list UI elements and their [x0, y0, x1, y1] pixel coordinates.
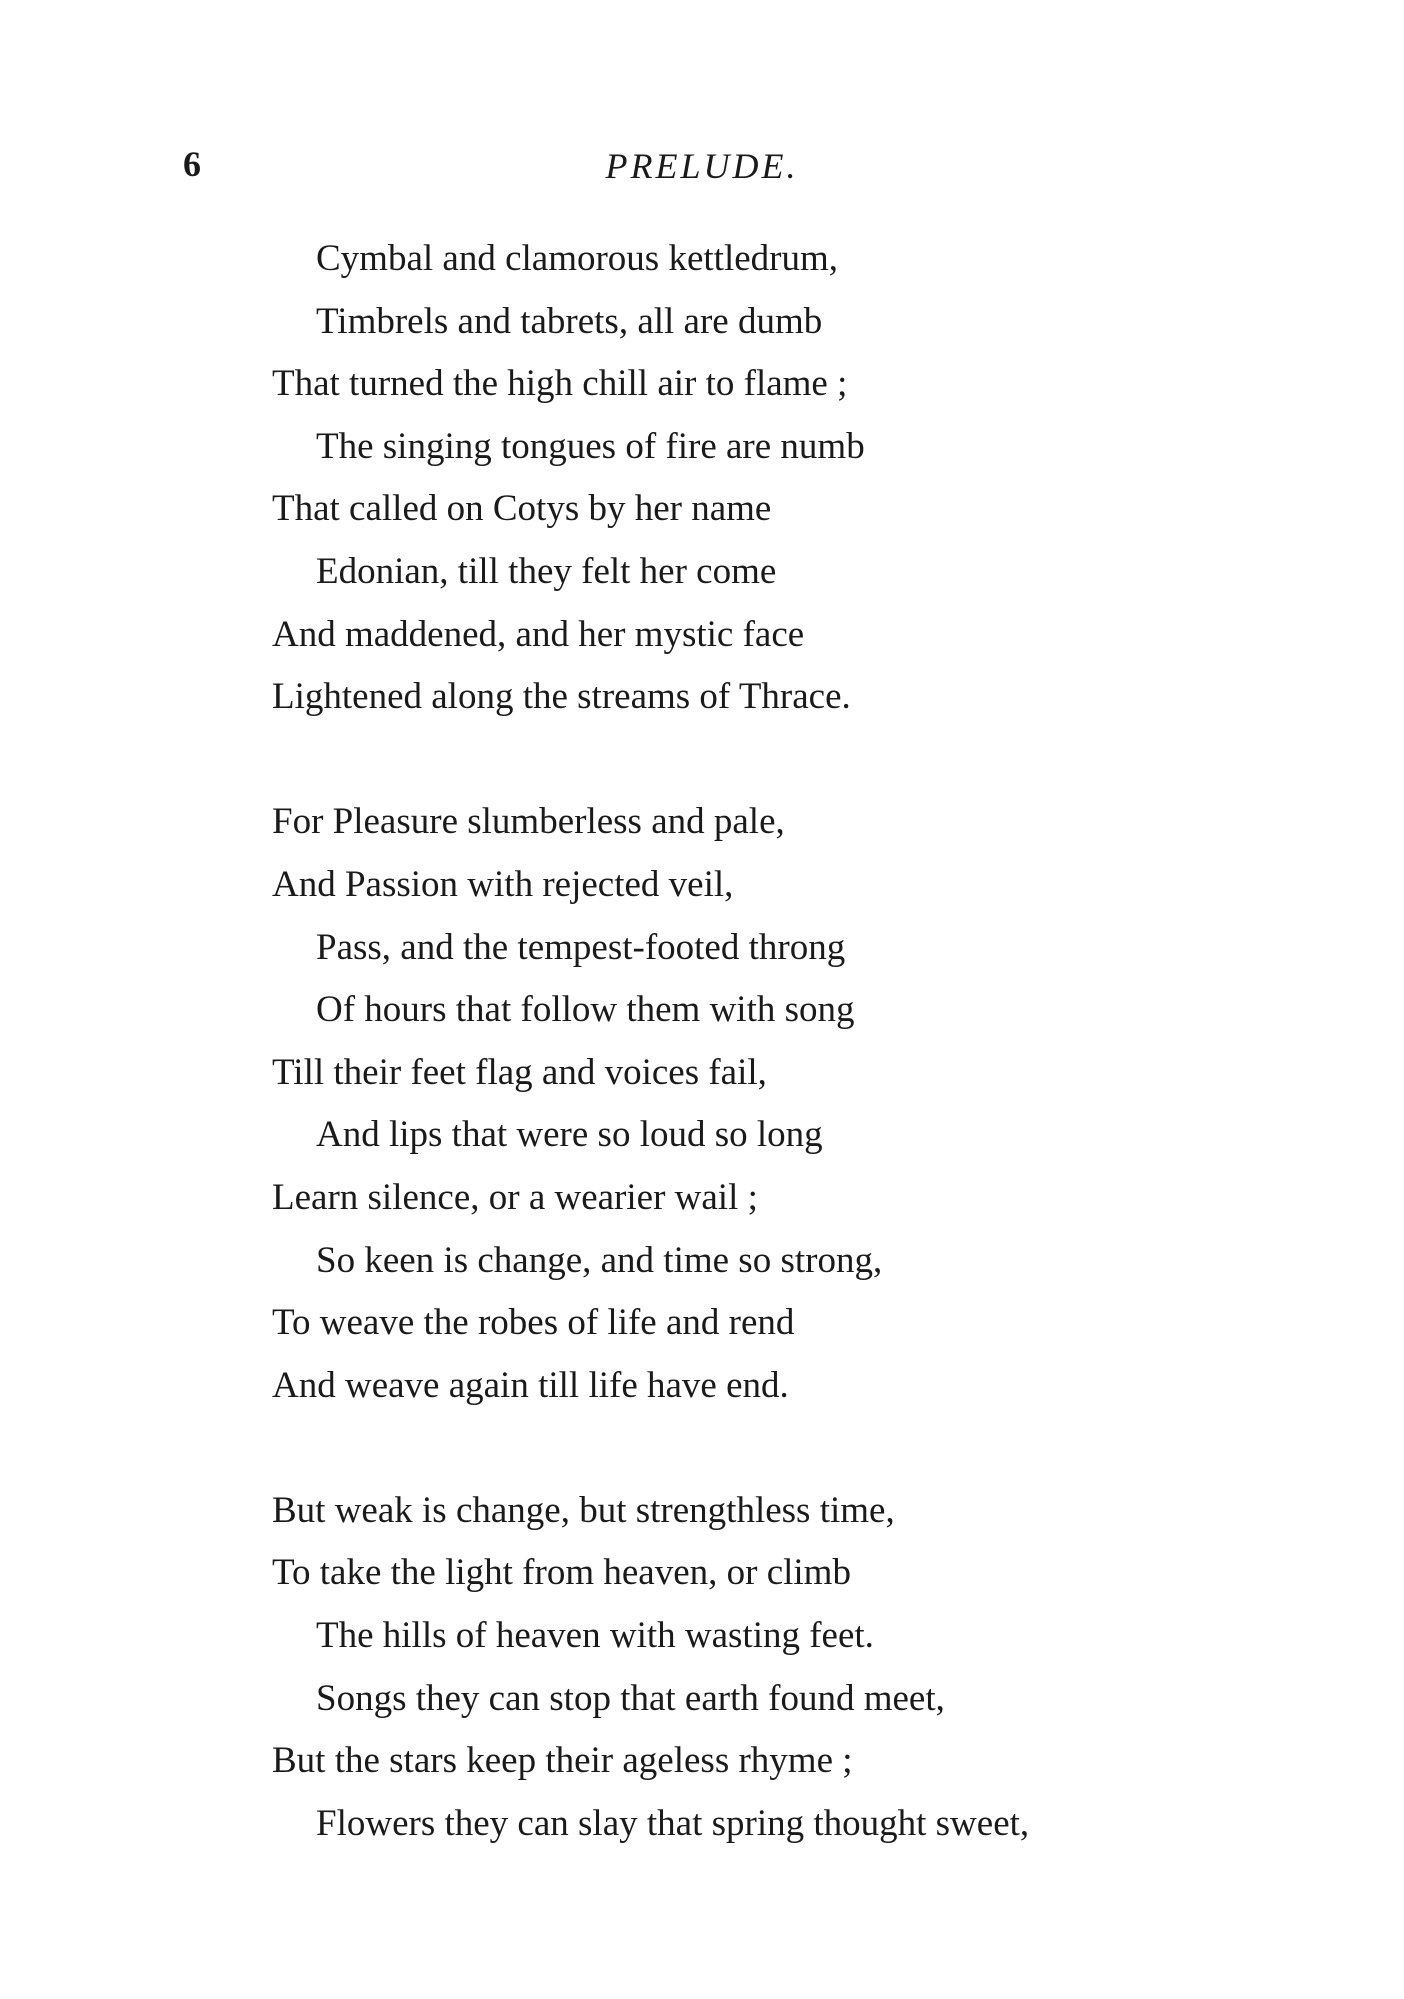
- verse-line: That called on Cotys by her name: [272, 488, 772, 530]
- stanza-break: [272, 1417, 1272, 1480]
- verse-line: And maddened, and her mystic face: [272, 613, 805, 655]
- verse-line: That turned the high chill air to flame ;: [272, 363, 848, 405]
- verse-line: Timbrels and tabrets, all are dumb: [316, 300, 823, 342]
- page-number: 6: [183, 144, 201, 184]
- verse-line: And lips that were so loud so long: [316, 1114, 823, 1156]
- verse-line: And weave again till life have end.: [272, 1364, 789, 1406]
- stanza-break: [272, 729, 1272, 792]
- verse-line: But the stars keep their ageless rhyme ;: [272, 1740, 853, 1782]
- verse-line: Pass, and the tempest-footed throng: [316, 926, 846, 968]
- verse-line: For Pleasure slumberless and pale,: [272, 801, 785, 843]
- verse-line: Lightened along the streams of Thrace.: [272, 676, 851, 718]
- running-title: PRELUDE.: [605, 146, 799, 186]
- verse-line: And Passion with rejected veil,: [272, 863, 734, 905]
- verse-line: The singing tongues of fire are numb: [316, 425, 865, 467]
- verse-line: Cymbal and clamorous kettledrum,: [316, 238, 838, 279]
- stanza-2: [272, 791, 1272, 1417]
- stanza-1: [272, 228, 1272, 729]
- verse-line: Flowers they can slay that spring thought sweet,: [316, 1802, 1030, 1844]
- verse-line: To weave the robes of life and rend: [272, 1302, 795, 1344]
- verse-line: So keen is change, and time so strong,: [316, 1239, 883, 1281]
- verse-line: Learn silence, or a wearier wail ;: [272, 1176, 758, 1218]
- verse-line: Songs they can stop that earth found meet,: [316, 1677, 945, 1719]
- stanza-3: [272, 1480, 1272, 1856]
- poem-body: [272, 228, 1272, 1855]
- verse-line: Of hours that follow them with song: [316, 989, 855, 1031]
- verse-line: Till their feet flag and voices fail,: [272, 1051, 767, 1093]
- verse-line: The hills of heaven with wasting feet.: [316, 1615, 874, 1657]
- verse-line: To take the light from heaven, or climb: [272, 1552, 851, 1594]
- verse-line: Edonian, till they felt her come: [316, 550, 777, 592]
- verse-line: But weak is change, but strengthless time,: [272, 1489, 895, 1531]
